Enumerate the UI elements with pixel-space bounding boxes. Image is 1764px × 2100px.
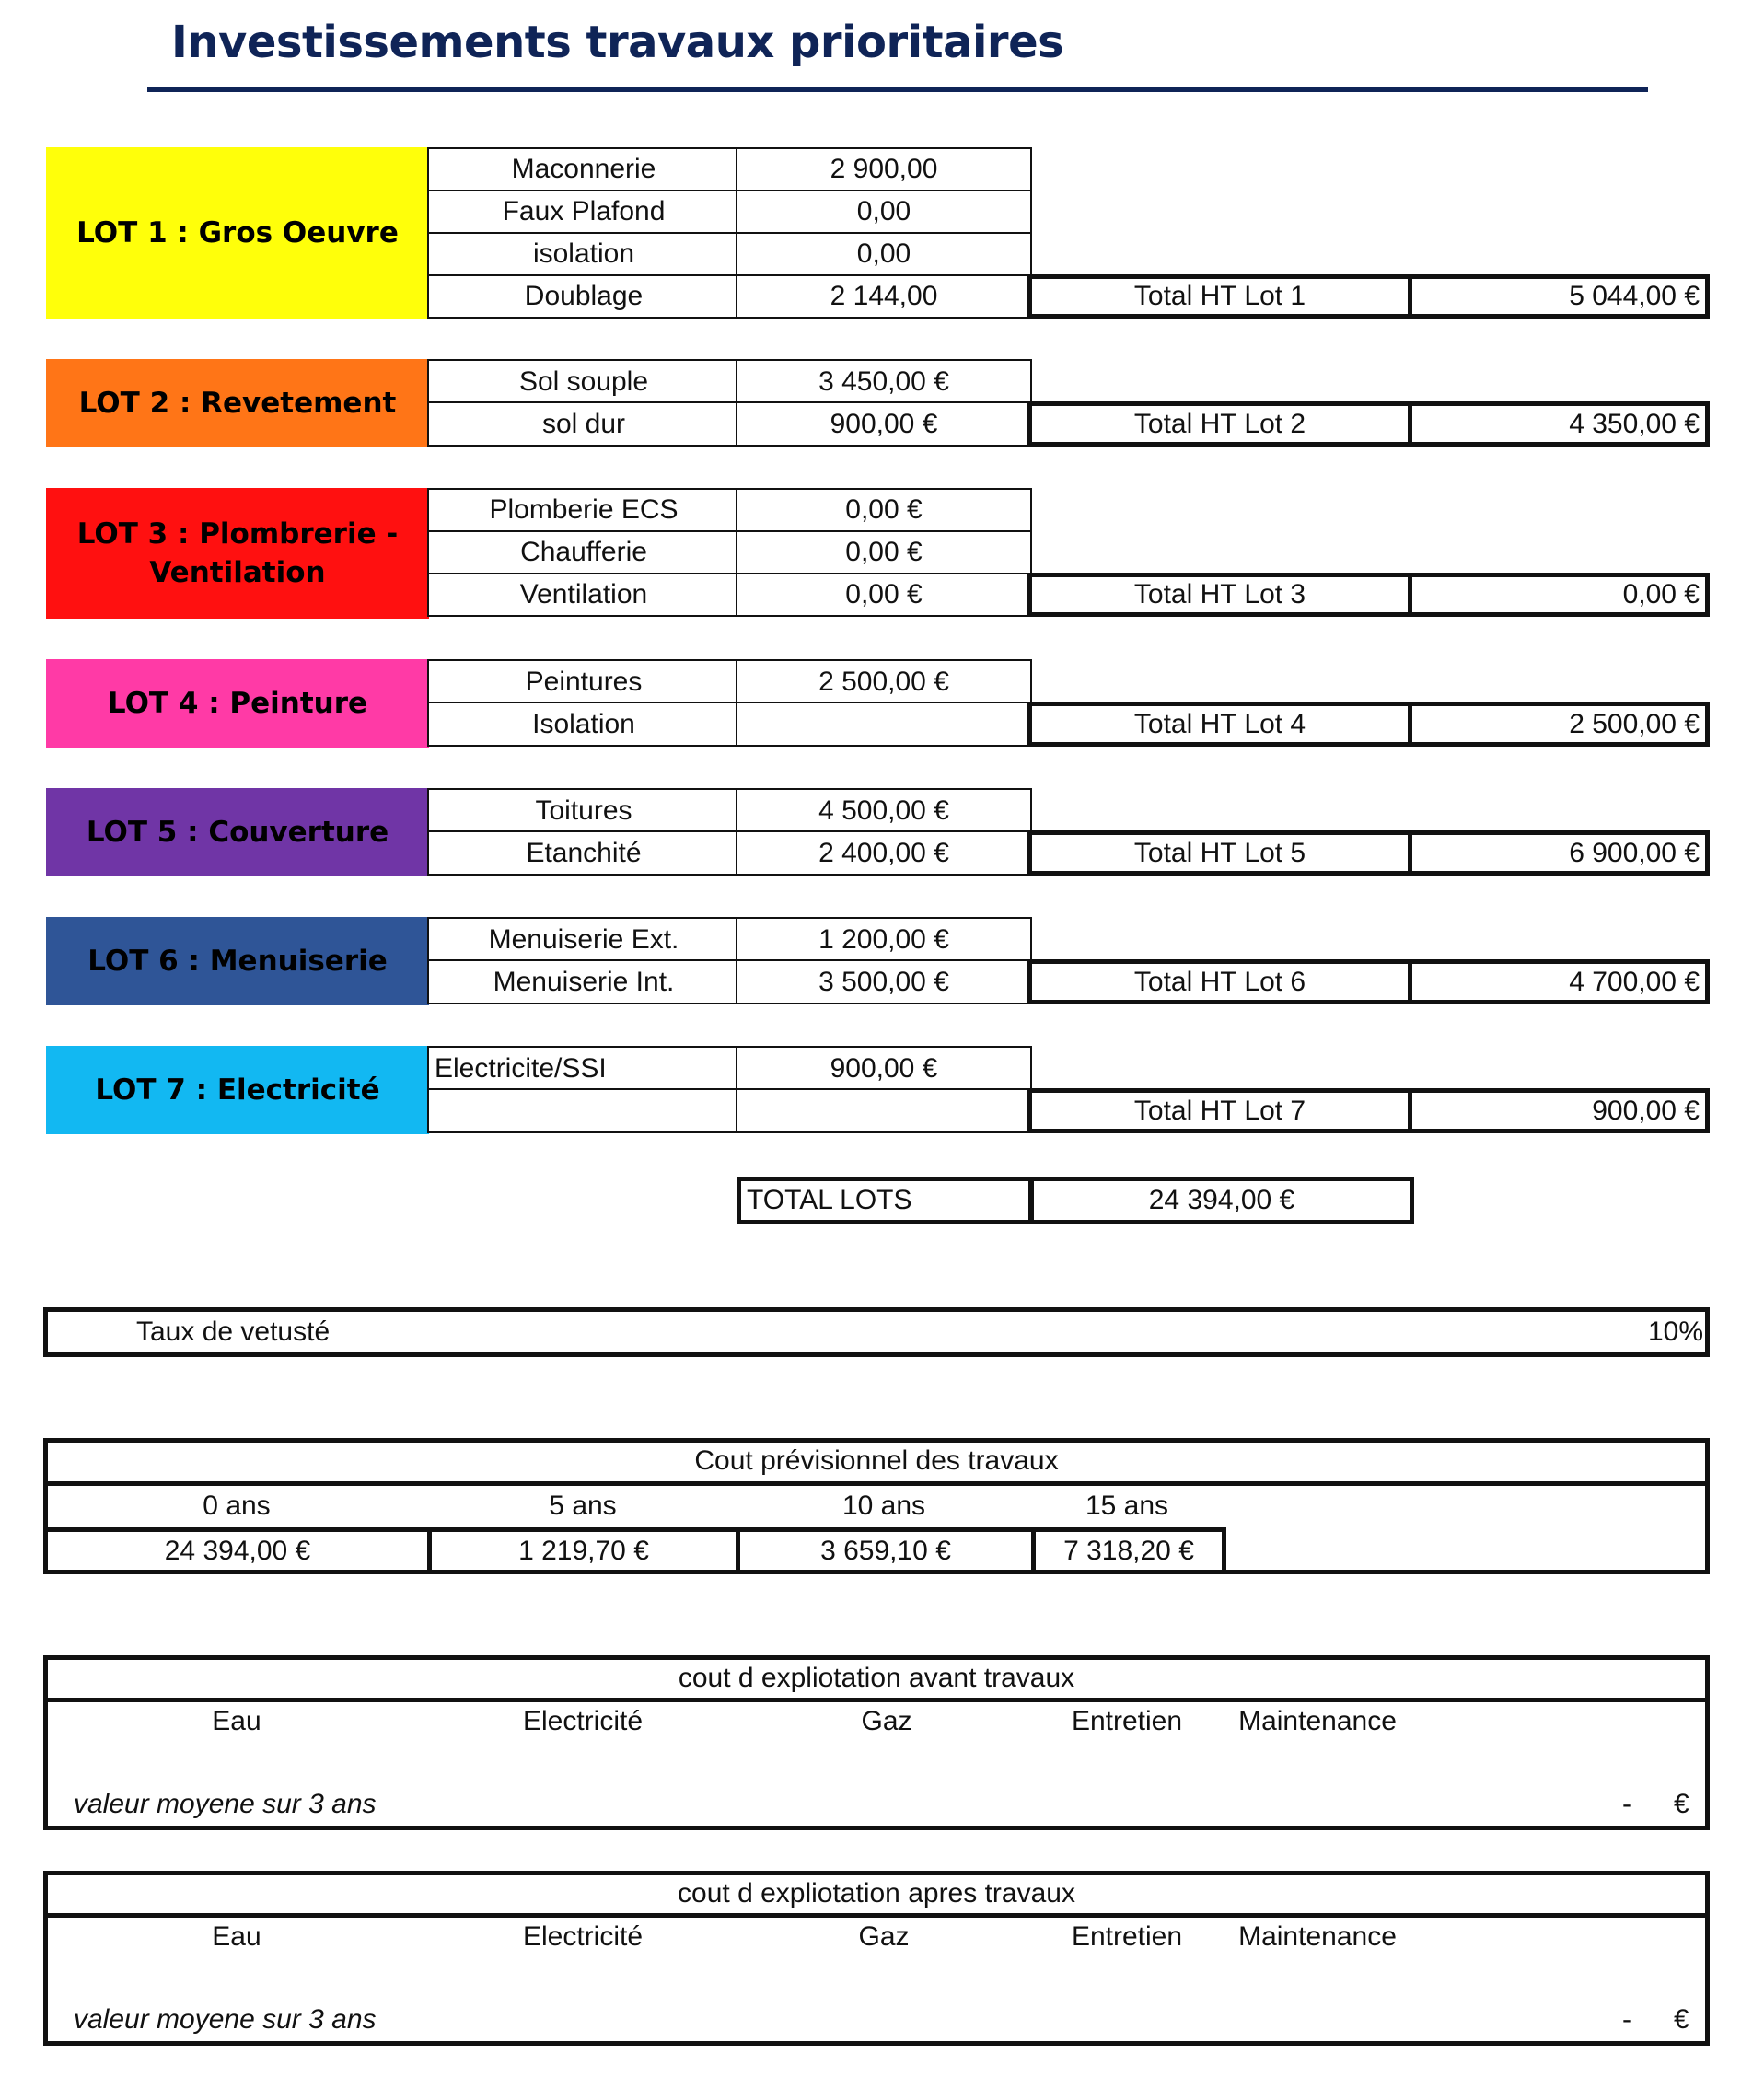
lot-2-item-name: Sol souple xyxy=(427,359,740,404)
vetuste-label: Taux de vetusté xyxy=(136,1317,331,1347)
lot-5-item-name: Etanchité xyxy=(427,830,740,876)
lot-4-total-value: 2 500,00 € xyxy=(1408,702,1710,747)
lot-1-item-name: Maconnerie xyxy=(427,147,740,191)
lot-3-item-value: 0,00 € xyxy=(736,530,1032,574)
lot-7-total-value: 900,00 € xyxy=(1408,1088,1710,1133)
cout-previsionnel-divider xyxy=(43,1481,1710,1486)
lot-3-item-name: Chaufferie xyxy=(427,530,740,574)
exploitation-avant-title: cout d expliotation avant travaux xyxy=(678,1663,1075,1693)
lot-4-item-value xyxy=(736,702,1032,747)
lot-3-total-label: Total HT Lot 3 xyxy=(1027,573,1412,617)
lot-3-item-value: 0,00 € xyxy=(736,488,1032,532)
apres-header-entretien: Entretien xyxy=(1071,1921,1183,1952)
prev-value-15: 7 318,20 € xyxy=(1031,1527,1226,1574)
avant-header-electricite: Electricité xyxy=(522,1706,644,1736)
total-lots-value: 24 394,00 € xyxy=(1029,1177,1414,1224)
apres-header-gaz: Gaz xyxy=(858,1921,910,1952)
lot-1-item-name: Doublage xyxy=(427,274,740,319)
lot-4-item-name: Peintures xyxy=(427,659,740,704)
cout-previsionnel-title: Cout prévisionnel des travaux xyxy=(694,1445,1059,1476)
prev-header-0: 0 ans xyxy=(203,1491,271,1521)
avant-header-maintenance: Maintenance xyxy=(1238,1706,1397,1736)
avant-currency: € xyxy=(1674,1789,1689,1819)
lot-6-total-label: Total HT Lot 6 xyxy=(1027,959,1412,1004)
lot-7-item-name xyxy=(427,1088,740,1133)
lot-2-label: LOT 2 : Revetement xyxy=(46,359,429,447)
prev-value-5: 1 219,70 € xyxy=(427,1527,740,1574)
lot-6-item-value: 3 500,00 € xyxy=(736,959,1032,1004)
lot-5-total-value: 6 900,00 € xyxy=(1408,830,1710,876)
lot-2-item-value: 900,00 € xyxy=(736,401,1032,447)
lot-4-item-value: 2 500,00 € xyxy=(736,659,1032,704)
lot-3-item-name: Ventilation xyxy=(427,573,740,617)
lot-4-item-name: Isolation xyxy=(427,702,740,747)
exploitation-apres-divider xyxy=(43,1913,1710,1918)
lot-3-item-name: Plomberie ECS xyxy=(427,488,740,532)
prev-value-0: 24 394,00 € xyxy=(43,1527,432,1574)
lot-7-item-value: 900,00 € xyxy=(736,1046,1032,1091)
lot-2-total-label: Total HT Lot 2 xyxy=(1027,401,1412,447)
lot-7-label: LOT 7 : Electricité xyxy=(46,1046,429,1134)
apres-header-eau: Eau xyxy=(212,1921,261,1952)
lot-1-item-value: 2 900,00 xyxy=(736,147,1032,191)
prev-header-5: 5 ans xyxy=(549,1491,617,1521)
lot-1-item-name: Faux Plafond xyxy=(427,190,740,234)
lot-6-item-name: Menuiserie Int. xyxy=(427,959,740,1004)
apres-header-electricite: Electricité xyxy=(522,1921,644,1952)
apres-header-maintenance: Maintenance xyxy=(1238,1921,1397,1952)
exploitation-apres-title: cout d expliotation apres travaux xyxy=(678,1878,1075,1909)
lot-2-total-value: 4 350,00 € xyxy=(1408,401,1710,447)
vetuste-value: 10% xyxy=(1647,1317,1703,1347)
lot-1-label: LOT 1 : Gros Oeuvre xyxy=(46,147,429,319)
lot-3-total-value: 0,00 € xyxy=(1408,573,1710,617)
avant-row-label: valeur moyene sur 3 ans xyxy=(74,1789,377,1819)
lot-2-item-name: sol dur xyxy=(427,401,740,447)
lot-7-item-name: Electricite/SSI xyxy=(427,1046,740,1091)
lot-3-item-value: 0,00 € xyxy=(736,573,1032,617)
apres-dash: - xyxy=(1622,2004,1631,2035)
title-underline xyxy=(147,87,1648,92)
lot-1-item-value: 0,00 xyxy=(736,232,1032,276)
lot-1-item-value: 0,00 xyxy=(736,190,1032,234)
lot-5-item-name: Toitures xyxy=(427,788,740,833)
avant-header-gaz: Gaz xyxy=(861,1706,912,1736)
lot-4-label: LOT 4 : Peinture xyxy=(46,659,429,748)
apres-row-label: valeur moyene sur 3 ans xyxy=(74,2004,377,2035)
lot-2-item-value: 3 450,00 € xyxy=(736,359,1032,404)
avant-dash: - xyxy=(1622,1789,1631,1819)
avant-header-eau: Eau xyxy=(212,1706,261,1736)
lot-1-item-value: 2 144,00 xyxy=(736,274,1032,319)
lot-4-total-label: Total HT Lot 4 xyxy=(1027,702,1412,747)
lot-6-item-value: 1 200,00 € xyxy=(736,917,1032,962)
avant-header-entretien: Entretien xyxy=(1071,1706,1183,1736)
prev-header-10: 10 ans xyxy=(841,1491,926,1521)
lot-5-item-value: 4 500,00 € xyxy=(736,788,1032,833)
lot-1-total-value: 5 044,00 € xyxy=(1408,274,1710,319)
lot-5-label: LOT 5 : Couverture xyxy=(46,788,429,876)
lot-6-total-value: 4 700,00 € xyxy=(1408,959,1710,1004)
lot-7-total-label: Total HT Lot 7 xyxy=(1027,1088,1412,1133)
lot-7-item-value xyxy=(736,1088,1032,1133)
apres-currency: € xyxy=(1674,2004,1689,2035)
lot-5-item-value: 2 400,00 € xyxy=(736,830,1032,876)
page-title: Investissements travaux prioritaires xyxy=(171,17,1064,68)
lot-1-item-name: isolation xyxy=(427,232,740,276)
lot-6-label: LOT 6 : Menuiserie xyxy=(46,917,429,1005)
lot-3-label: LOT 3 : Plombrerie - Ventilation xyxy=(46,488,429,619)
lot-5-total-label: Total HT Lot 5 xyxy=(1027,830,1412,876)
lot-1-total-label: Total HT Lot 1 xyxy=(1027,274,1412,319)
exploitation-avant-divider xyxy=(43,1698,1710,1702)
total-lots-label: TOTAL LOTS xyxy=(737,1177,1033,1224)
lot-6-item-name: Menuiserie Ext. xyxy=(427,917,740,962)
prev-value-10: 3 659,10 € xyxy=(736,1527,1036,1574)
prev-header-15: 15 ans xyxy=(1085,1491,1169,1521)
